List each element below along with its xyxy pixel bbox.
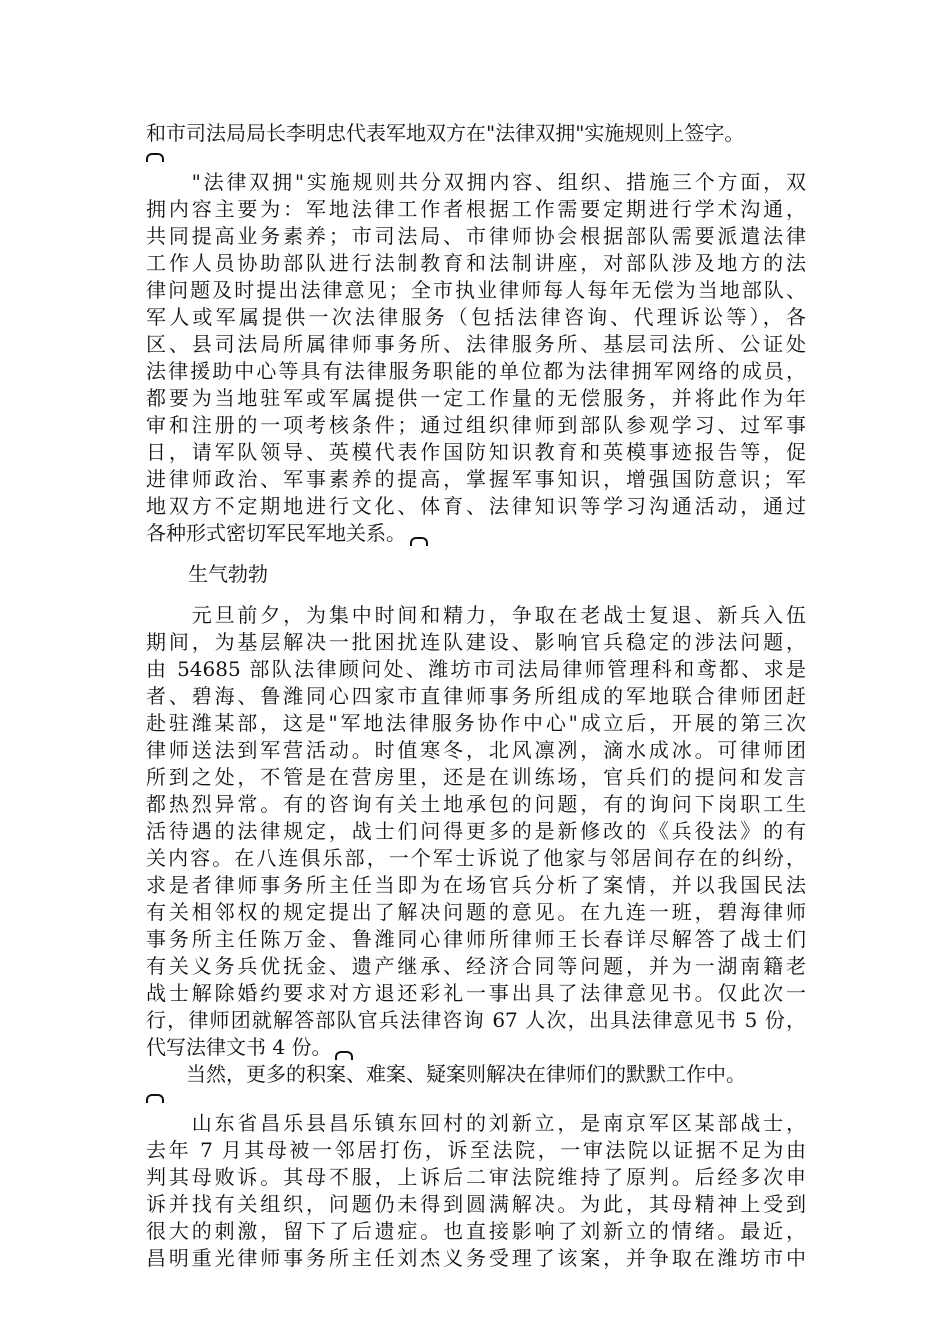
text-line: 律问题及时提出法律意见；全市执业律师每人每年无偿为当地部队、	[146, 278, 806, 302]
text-line: 行，律师团就解答部队官兵法律咨询 67 人次，出具法律意见书 5 份，	[146, 1008, 806, 1032]
text-line: 军人或军属提供一次法律服务（包括法律咨询、代理诉讼等），各	[146, 305, 806, 329]
text-line: 日，请军队领导、英模代表作国防知识教育和英模事迹报告等，促	[146, 440, 806, 464]
text-line: 拥内容主要为：军地法律工作者根据工作需要定期进行学术沟通，	[146, 197, 806, 221]
text-line: 有关相邻权的规定提出了解决问题的意见。在九连一班，碧海律师	[146, 900, 806, 924]
text-line: 法律援助中心等具有法律服务职能的单位都为法律拥军网络的成员，	[146, 359, 806, 383]
paragraph-mark-icon	[146, 153, 164, 162]
paragraph-mark-icon	[146, 1094, 164, 1103]
text-line: 地双方不定期地进行文化、体育、法律知识等学习沟通活动，通过	[146, 494, 806, 518]
text-line: 所到之处，不管是在营房里，还是在训练场，官兵们的提问和发言	[146, 765, 806, 789]
paragraph-2	[146, 169, 806, 547]
text-line: 诉并找有关组织，问题仍未得到圆满解决。为此，其母精神上受到	[146, 1192, 806, 1216]
text-line: 赴驻潍某部，这是"军地法律服务协作中心"成立后，开展的第三次	[146, 711, 806, 735]
text-line: 进律师政治、军事素养的提高，掌握军事知识，增强国防意识；军	[146, 467, 806, 491]
text-line: 元旦前夕，为集中时间和精力，争取在老战士复退、新兵入伍	[146, 603, 806, 627]
text-line: 审和注册的一项考核条件；通过组织律师到部队参观学习、过军事	[146, 413, 806, 437]
paragraph-mark-row	[146, 147, 806, 169]
text-line: 都热烈异常。有的咨询有关土地承包的问题，有的询问下岗职工生	[146, 792, 806, 816]
document-page	[146, 120, 806, 1272]
text-line: 求是者律师事务所主任当即为在场官兵分析了案情，并以我国民法	[146, 873, 806, 897]
text-line: 事务所主任陈万金、鲁潍同心律师所律师王长春详尽解答了战士们	[146, 927, 806, 951]
text-line: 区、县司法局所属律师事务所、法律服务所、基层司法所、公证处	[146, 332, 806, 356]
paragraph-mark-icon	[410, 537, 428, 546]
text-line: 判其母败诉。其母不服，上诉后二审法院维持了原判。后经多次申	[146, 1165, 806, 1189]
text-line: 当然，更多的积案、难案、疑案则解决在律师们的默默工作中。	[146, 1062, 746, 1086]
text-line: 去年 7 月其母被一邻居打伤，诉至法院，一审法院以证据不足为由	[146, 1138, 806, 1162]
text-line: 战士解除婚约要求对方退还彩礼一事出具了法律意见书。仅此次一	[146, 981, 806, 1005]
text-line: 工作人员协助部队进行法制教育和法制讲座，对部队涉及地方的法	[146, 251, 806, 275]
text-line: 律师送法到军营活动。时值寒冬，北风凛冽，滴水成冰。可律师团	[146, 738, 806, 762]
text-line: 山东省昌乐县昌乐镇东回村的刘新立，是南京军区某部战士，	[146, 1111, 806, 1135]
text-line: 都要为当地驻军或军属提供一定工作量的无偿服务，并将此作为年	[146, 386, 806, 410]
text-span: 代写法律文书 4 份。	[146, 1035, 332, 1059]
text-line	[146, 520, 806, 547]
text-line: 期间，为基层解决一批困扰连队建设、影响官兵稳定的涉法问题，	[146, 630, 806, 654]
text-line: 由 54685 部队法律顾问处、潍坊市司法局律师管理科和鸢都、求是	[146, 657, 806, 681]
text-line: 共同提高业务素养；市司法局、市律师协会根据部队需要派遣法律	[146, 224, 806, 248]
paragraph-5	[146, 1110, 806, 1272]
paragraph-mark-icon	[335, 1051, 353, 1060]
paragraph-3	[146, 602, 806, 1061]
section-heading: 生气勃勃	[188, 562, 268, 586]
text-span: 各种形式密切军民军地关系。	[146, 521, 406, 545]
text-line: 很大的刺激，留下了后遗症。也直接影响了刘新立的情绪。最近，	[146, 1219, 806, 1243]
text-line: "法律双拥"实施规则共分双拥内容、组织、措施三个方面，双	[146, 170, 806, 194]
text-line	[146, 1034, 806, 1061]
paragraph-4	[146, 1061, 806, 1088]
text-line: 和市司法局局长李明忠代表军地双方在"法律双拥"实施规则上签字。	[146, 121, 745, 145]
section-heading-block	[146, 561, 806, 588]
text-line: 有关义务兵优抚金、遗产继承、经济合同等问题，并为一湖南籍老	[146, 954, 806, 978]
paragraph-1	[146, 120, 806, 147]
text-line: 昌明重光律师事务所主任刘杰义务受理了该案，并争取在潍坊市中	[146, 1246, 806, 1270]
text-line: 者、碧海、鲁潍同心四家市直律师事务所组成的军地联合律师团赶	[146, 684, 806, 708]
text-line: 活待遇的法律规定，战士们问得更多的是新修改的《兵役法》的有	[146, 819, 806, 843]
text-line: 关内容。在八连俱乐部，一个军士诉说了他家与邻居间存在的纠纷，	[146, 846, 806, 870]
paragraph-mark-row	[146, 1088, 806, 1110]
